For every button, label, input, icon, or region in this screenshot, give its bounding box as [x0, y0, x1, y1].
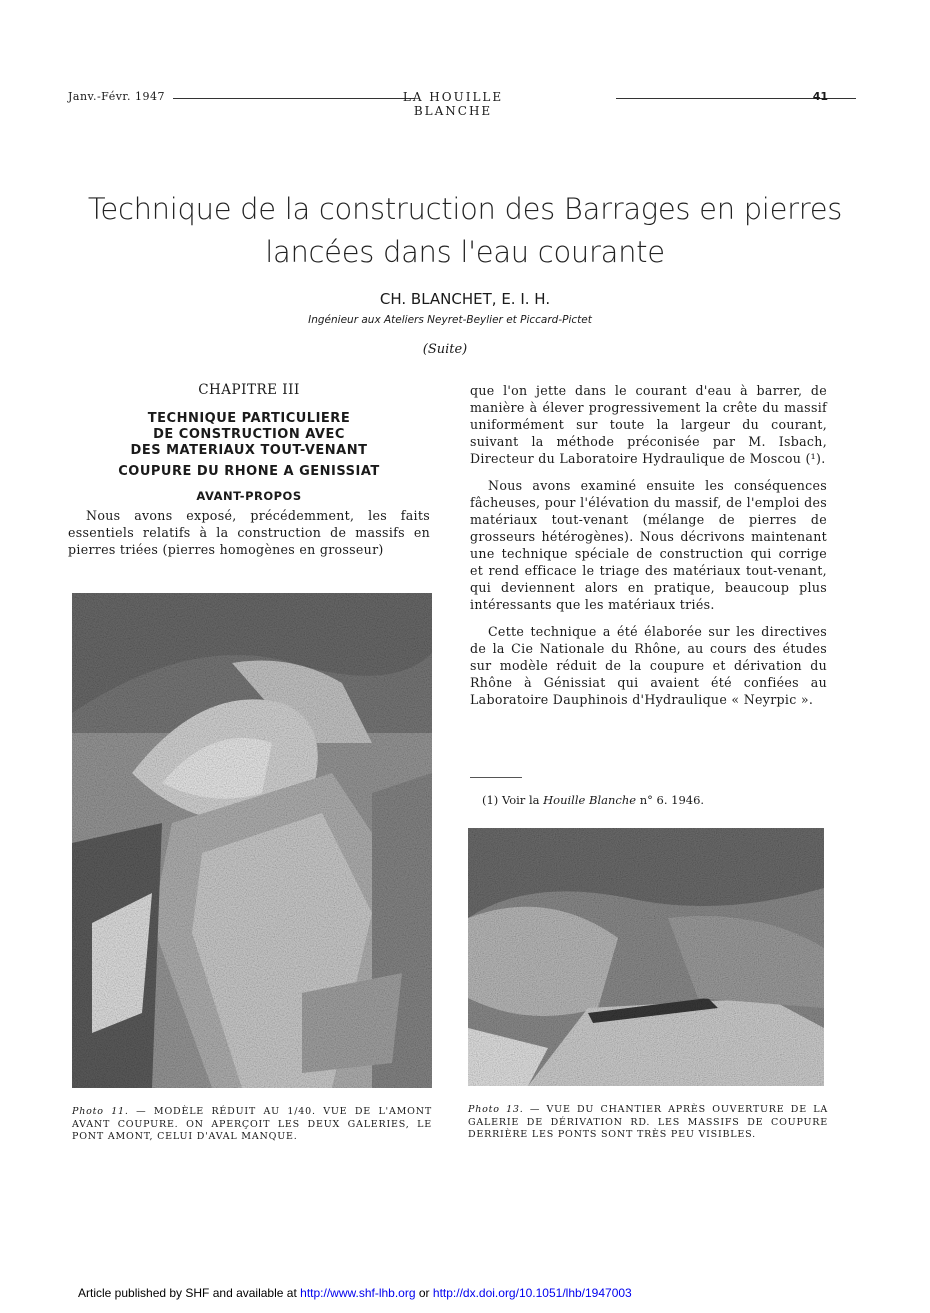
footnote-prefix: (1) Voir la [482, 793, 540, 807]
section-title-line-3: DES MATERIAUX TOUT-VENANT [130, 443, 368, 458]
footer-link-doi[interactable]: http://dx.doi.org/10.1051/lhb/1947003 [432, 1286, 632, 1300]
photo-11-caption [72, 1106, 432, 1144]
author-name: CH. BLANCHET, E. I. H. [379, 290, 551, 308]
left-column [68, 382, 430, 568]
footer-or: or [418, 1286, 430, 1300]
chapter-heading: CHAPITRE III [198, 382, 300, 398]
header-journal: LA HOUILLE BLANCHE [402, 90, 504, 118]
photo-11-caption-text: MODÈLE RÉDUIT AU 1/40. VUE DE L'AMONT AVANT COUPURE. ON APERÇOIT LES DEUX GALERIES, LE PONT AMONT, CELUI D'AVAL MANQUE. [72, 1106, 432, 1142]
paragraph-right-1: que l'on jette dans le courant d'eau à barrer, de manière à élever progressivement la crête du massif uniformément sur toute la largeur du courant, suivant la méthode préconisée par M. Isbach, Directeur du Laboratoire Hydraulique de Moscou (¹). [470, 383, 827, 466]
publication-footer [78, 1286, 632, 1300]
section-subtitle: COUPURE DU RHONE A GENISSIAT [118, 464, 380, 479]
footnote [482, 793, 822, 807]
running-header [68, 90, 828, 118]
author-affiliation: Ingénieur aux Ateliers Neyret-Beylier et Piccard-Pictet [308, 314, 592, 326]
paragraph-right-3: Cette technique a été élaborée sur les directives de la Cie Nationale du Rhône, au cours des études sur modèle réduit de la coupure et dérivation du Rhône à Génissiat qui avaient été confiées au Laboratoire Dauphinois d'Hydraulique « Neyrpic ». [470, 624, 827, 707]
right-column [470, 382, 827, 718]
section-title-line-1: TECHNIQUE PARTICULIERE [147, 411, 351, 426]
footnote-rule [470, 777, 522, 778]
photo-13-caption-text: VUE DU CHANTIER APRÈS OUVERTURE DE LA GALERIE DE DÉRIVATION RD. LES MASSIFS DE COUPURE DERRIÈRE LES PONTS SONT TRÈS PEU VISIBLES. [468, 1104, 829, 1140]
avant-propos-heading: AVANT-PROPOS [196, 489, 302, 503]
header-date: Janv.-Févr. 1947 [68, 90, 165, 103]
footer-link-shf[interactable]: http://www.shf-lhb.org [300, 1286, 416, 1300]
footer-text: Article published by SHF and available at [78, 1286, 297, 1300]
photo-11-image [72, 593, 432, 1088]
section-title-line-2: DE CONSTRUCTION AVEC [153, 427, 345, 442]
photo-13-image [468, 828, 824, 1086]
photo-13-construction-site [468, 828, 824, 1086]
title-line-1: Technique de la construction des Barrages en pierres [87, 192, 843, 226]
photo-13-caption-lead: Photo 13. — [468, 1104, 541, 1115]
continuation-note: (Suite) [422, 342, 468, 357]
title-line-2: lancées dans l'eau courante [265, 235, 665, 269]
photo-11-caption-lead: Photo 11. — [72, 1106, 147, 1117]
page-number: 41 [812, 90, 828, 103]
footnote-journal: Houille Blanche [543, 793, 637, 807]
photo-13-caption [468, 1104, 828, 1142]
photo-11-scale-model [72, 593, 432, 1088]
section-title [68, 411, 430, 459]
paragraph-left-1: Nous avons exposé, précédemment, les faits essentiels relatifs à la construction de massifs en pierres triées (pierres homogènes en grosseur) [68, 508, 430, 557]
article-title [60, 188, 870, 274]
paragraph-right-2: Nous avons examiné ensuite les conséquences fâcheuses, pour l'élévation du massif, de l'emploi des matériaux tout-venant (mélange de pierres de grosseurs hétérogènes). Nous décrivons maintenant une technique spéciale de construction qui corrige et rend efficace le triage des matériaux tout-venant, qui deviennent alors en pratique, beaucoup plus intéressants que les matériaux triés. [470, 478, 827, 612]
footnote-suffix: n° 6. 1946. [639, 793, 705, 807]
